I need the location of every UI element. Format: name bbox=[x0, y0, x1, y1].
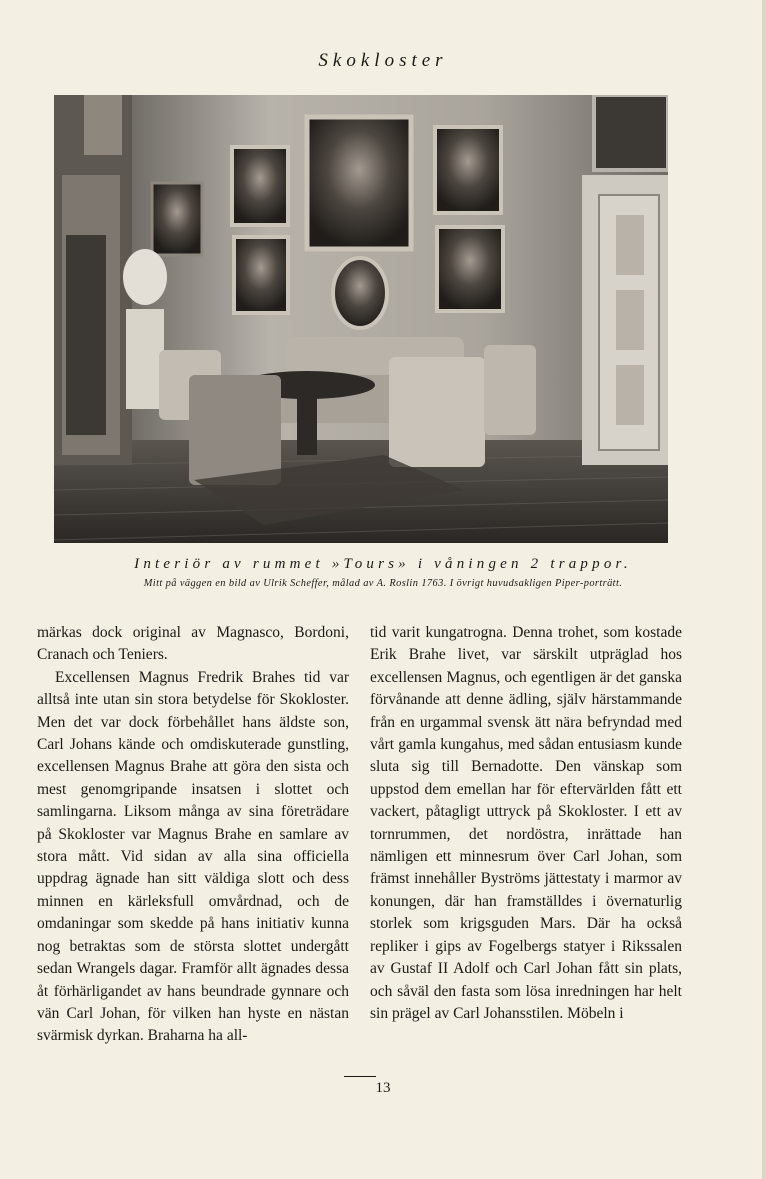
paragraph: märkas dock original av Magnasco, Bordoni, Cranach och Teniers. bbox=[37, 624, 349, 664]
body-column-left bbox=[37, 622, 349, 1048]
figure-caption-title: Interiör av rummet »Tours» i våningen 2 trappor. bbox=[134, 556, 632, 572]
body-column-right bbox=[370, 622, 682, 1025]
folio-rule bbox=[344, 1076, 376, 1077]
page-number: 13 bbox=[375, 1080, 391, 1096]
running-title: Skokloster bbox=[318, 50, 448, 71]
interior-photograph bbox=[54, 95, 668, 543]
paragraph: tid varit kungatrogna. Denna trohet, som kostade Erik Brahe livet, var särskilt utpräglad hos excellensen Magnus, och egentligen är det ganska förvånande att denne ädling, själv härstammande från en urgammal svensk ätt nära befryndad med vårt gamla kungahus, med sådan entusiasm kunde sluta sig till Bernadotte. Den vänskap som uppstod dem emellan har för eftervärlden fått ett vackert, påtagligt uttryck på Skokloster. I ett av tornrummen, det nordöstra, inrättade han nämligen ett minnesrum över Carl Johan, som främst innehåller Byströms jättestaty i marmor av konungen, där han framställdes i övernaturlig storlek som krigsguden Mars. Där ha också repliker i gips av Fogelbergs statyer i Rikssalen av Gustaf II Adolf och Carl Johan fått sin plats, och såväl den fasta som lösa inredningen har helt sin prägel av Carl Johansstilen. Möbeln i bbox=[370, 624, 682, 1022]
figure-caption-note: Mitt på väggen en bild av Ulrik Scheffer, målad av A. Roslin 1763. I övrigt huvudsakligen Piper-porträtt. bbox=[143, 578, 623, 589]
paragraph: Excellensen Magnus Fredrik Brahes tid var alltså inte utan sin stora betydelse för Skokloster. Men det var dock förbehållet hans äldste son, Carl Johans kände och omdiskuterade gunstling, excellensen Magnus Brahe att göra den sista och mest genomgripande insatsen i slottet och samlingarna. Liksom många av sina företrädare på Skokloster var Magnus Brahe en samlare av stora mått. Vid sidan av alla sina officiella uppdrag ägnade han sitt väldiga slott och dess minnen en kärleksfull omvårdnad, och de omdaningar som skedde på hans initiativ kunna nog betraktas som de största slottet undergått sedan Wrangels dagar. Framför allt ägnades dessa åt förhärligandet av hans beundrade gynnare och vän Carl Johan, för vilken han hyste en nästan svärmisk dyrkan. Braharna ha all- bbox=[37, 668, 349, 1045]
page-edge bbox=[762, 0, 766, 1179]
